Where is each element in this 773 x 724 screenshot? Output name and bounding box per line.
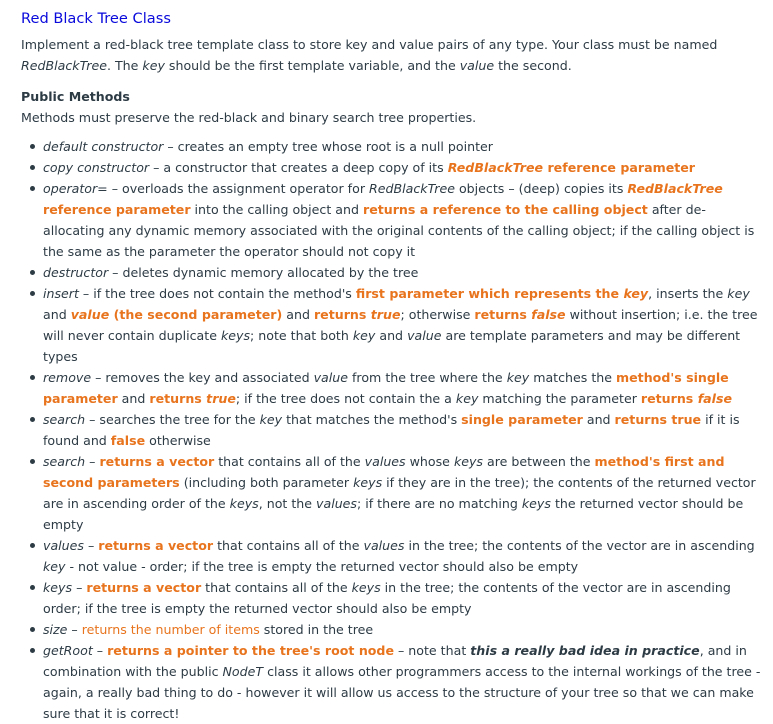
text-run: default constructor (43, 139, 164, 154)
text-run: operator= (43, 181, 108, 196)
text-run: are template parameters and may be different types (43, 328, 741, 364)
text-run: in the tree; the contents of the vector are in ascending (404, 538, 755, 553)
text-run: false (697, 391, 733, 406)
method-item-remove (21, 367, 765, 409)
text-run: . The (106, 58, 143, 73)
text-run: class it allows other programmers access to the internal workings of the tree - again, a really bad thing to do - however it will allow us access to the structure of your tree so that we can make sure that it is correct! (43, 664, 761, 721)
text-run: method's first and second parameters (43, 454, 725, 490)
method-item-default-constructor (21, 136, 765, 157)
text-run: matches the (529, 370, 617, 385)
text-run: , not the (258, 496, 317, 511)
public-methods-note: Methods must preserve the red-black and binary search tree properties. (21, 110, 477, 125)
text-run: key (623, 286, 649, 301)
page-title: Red Black Tree Class (21, 10, 171, 27)
public-methods-heading: Public Methods (21, 89, 130, 104)
text-run: ; note that both (250, 328, 353, 343)
text-run: key (727, 286, 750, 301)
text-run: true (370, 307, 401, 322)
text-run: ; if there are no matching (357, 496, 522, 511)
text-run: matching the parameter (478, 391, 641, 406)
text-run: copy constructor (43, 160, 150, 175)
text-run: – (92, 643, 108, 658)
text-run: keys (229, 496, 259, 511)
text-run: Implement a red-black tree template class to store key and value pairs of any type. Your class must be named (21, 37, 718, 52)
text-run: returns a reference to the calling object (362, 202, 648, 217)
text-run: otherwise (145, 433, 211, 448)
method-item-values (21, 535, 765, 577)
text-run: destructor (43, 265, 109, 280)
text-run: RedBlackTree (369, 181, 455, 196)
text-run: single parameter (461, 412, 583, 427)
text-run: keys (220, 328, 251, 343)
text-run: – creates an empty tree whose root is a null pointer (163, 139, 493, 154)
text-run: method's single parameter (43, 370, 729, 406)
text-run: values (363, 538, 405, 553)
text-run: objects – (deep) copies its (454, 181, 628, 196)
text-run: – note that (394, 643, 471, 658)
intro-paragraph (21, 34, 765, 76)
text-run: insert (43, 286, 79, 301)
text-run: returns a vector (98, 538, 214, 553)
text-run: RedBlackTree (627, 181, 723, 196)
text-run: search (43, 454, 86, 469)
text-run: this a really bad idea in practice (470, 643, 700, 658)
text-run: returns (149, 391, 207, 406)
method-item-copy-constructor (21, 157, 765, 178)
text-run: – (85, 454, 100, 469)
text-run: value (70, 307, 110, 322)
text-run: value (313, 370, 348, 385)
text-run: keys (521, 496, 551, 511)
text-run: – removes the key and associated (91, 370, 314, 385)
text-run: key (259, 412, 283, 427)
text-run: key (352, 328, 376, 343)
text-run: - not value - order; if the tree is empty the returned vector should also be empty (65, 559, 579, 574)
text-run: key (142, 58, 165, 73)
method-item-getroot (21, 640, 765, 724)
text-run: – overloads the assignment operator for (107, 181, 369, 196)
text-run: value (459, 58, 495, 73)
text-run: keys (43, 580, 73, 595)
text-run: remove (43, 370, 92, 385)
text-run: that contains all of the (214, 454, 365, 469)
text-run: if they are in the tree); the contents of the returned vector are in ascending order of the (43, 475, 756, 511)
text-run: into the calling object and (190, 202, 363, 217)
text-run: that contains all of the (201, 580, 352, 595)
method-item-operator-assign (21, 178, 765, 262)
text-run: false (531, 307, 566, 322)
text-run: – a constructor that creates a deep copy of its (149, 160, 448, 175)
text-run: (including both parameter (179, 475, 354, 490)
text-run: first parameter which represents the (355, 286, 624, 301)
text-run: value (407, 328, 442, 343)
text-run: reference parameter (43, 202, 191, 217)
text-run: – searches the tree for the (85, 412, 260, 427)
text-run: true (206, 391, 236, 406)
text-run: that matches the method's (282, 412, 462, 427)
text-run: the second. (494, 58, 572, 73)
text-run: that contains all of the (213, 538, 364, 553)
text-run: RedBlackTree (21, 58, 107, 73)
text-run: returns (640, 391, 698, 406)
text-run: are between the (483, 454, 595, 469)
text-run: and (117, 391, 150, 406)
method-item-insert (21, 283, 765, 367)
text-run: returns true (614, 412, 702, 427)
method-item-size (21, 619, 765, 640)
text-run: values (43, 538, 84, 553)
text-run: ; otherwise (400, 307, 475, 322)
text-run: ; if the tree does not contain the a (235, 391, 456, 406)
methods-list (21, 136, 765, 724)
text-run: – (72, 580, 87, 595)
text-run: reference parameter (543, 160, 696, 175)
method-item-keys (21, 577, 765, 619)
text-run: values (364, 454, 406, 469)
text-run: , inserts the (648, 286, 728, 301)
text-run: whose (405, 454, 454, 469)
text-run: the returned vector should be empty (43, 496, 744, 532)
text-run: returns a vector (99, 454, 215, 469)
text-run: keys (353, 475, 383, 490)
text-run: returns the number of items (81, 622, 260, 637)
text-run: after de-allocating any dynamic memory associated with the original contents of the calling object; if the calling object is the same as the parameter the operator should not copy it (43, 202, 755, 259)
text-run: key (506, 370, 530, 385)
method-item-search-range (21, 451, 765, 535)
text-run: and (282, 307, 314, 322)
text-run: RedBlackTree (447, 160, 544, 175)
method-item-search-single (21, 409, 765, 451)
text-run: values (316, 496, 357, 511)
text-run: stored in the tree (259, 622, 374, 637)
text-run: without insertion; i.e. the tree will never contain duplicate (43, 307, 758, 343)
text-run: key (43, 559, 66, 574)
text-run: , and in combination with the public (43, 643, 747, 679)
text-run: returns a pointer to the tree's root node (107, 643, 394, 658)
text-run: in the tree; the contents of the vector are in ascending order; if the tree is empty the returned vector should also be empty (43, 580, 731, 616)
text-run: returns a vector (86, 580, 202, 595)
method-item-destructor (21, 262, 765, 283)
text-run: and (582, 412, 615, 427)
text-run: should be the first template variable, and the (164, 58, 460, 73)
text-run: from the tree where the (348, 370, 507, 385)
text-run: – (83, 538, 99, 553)
text-run: returns (313, 307, 371, 322)
text-run: false (110, 433, 146, 448)
text-run: keys (351, 580, 381, 595)
text-run: key (455, 391, 479, 406)
text-run: search (43, 412, 86, 427)
text-run: keys (453, 454, 483, 469)
text-run: and (375, 328, 408, 343)
text-run: returns (474, 307, 532, 322)
text-run: (the second parameter) (109, 307, 283, 322)
text-run: and (43, 307, 71, 322)
text-run: if it is found and (43, 412, 740, 448)
text-run: NodeT (222, 664, 264, 679)
text-run: size (43, 622, 68, 637)
text-run: – deletes dynamic memory allocated by the tree (108, 265, 419, 280)
text-run: – (67, 622, 82, 637)
text-run: getRoot (43, 643, 93, 658)
text-run: – if the tree does not contain the method's (78, 286, 356, 301)
